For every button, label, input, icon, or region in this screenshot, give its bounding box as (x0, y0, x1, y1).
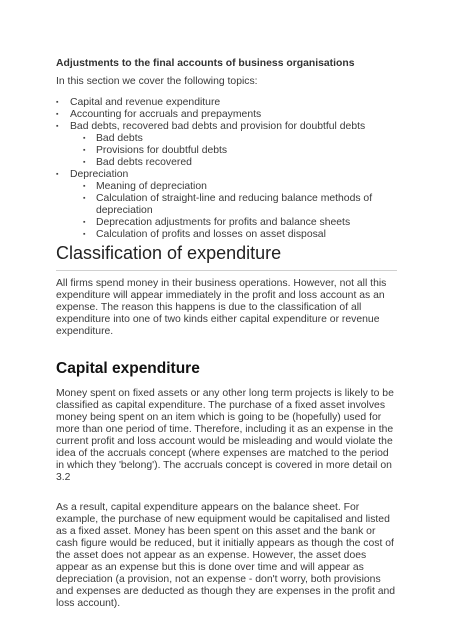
list-item: ▪ Bad debts recovered (83, 157, 397, 169)
list-item: ▪ Deprecation adjustments for profits and balance sheets (83, 217, 397, 229)
list-item: ▪ Depreciation ▪ Meaning of depreciation ▪ Calculation of straight-line and reducing balance methods of depreciation ▪ Deprecation adjustments for profits and balance sheets ▪ Calculation of profits and losses on asset disposal (56, 169, 397, 241)
intro-title: Adjustments to the final accounts of business organisations (56, 58, 355, 69)
list-item: ▪ Bad debts (83, 133, 397, 145)
section-title-classification: Classification of expenditure (56, 243, 397, 271)
sub-list (70, 181, 397, 241)
intro-text: In this section we cover the following topics: (56, 76, 258, 87)
list-item: ▪ Meaning of depreciation (83, 181, 397, 193)
list-item: ▪ Bad debts, recovered bad debts and provision for doubtful debts ▪ Bad debts ▪ Provisions for doubtful debts ▪ Bad debts recovered (56, 121, 397, 169)
section-title-capital: Capital expenditure (56, 360, 200, 377)
list-item: ▪ Capital and revenue expenditure (56, 97, 397, 109)
classification-paragraph: All firms spend money in their business operations. However, not all this expenditure will appear immediately in the profit and loss account as an expense. The reason this happens is due to the classification of all expenditure into one of two kinds either capital expenditure or revenue expenditure. (56, 278, 387, 337)
list-item: ▪ Calculation of straight-line and reducing balance methods of depreciation (83, 193, 397, 217)
list-item: ▪ Calculation of profits and losses on asset disposal (83, 229, 397, 241)
list-item: ▪ Provisions for doubtful debts (83, 145, 397, 157)
list-item: ▪ Accounting for accruals and prepayments (56, 109, 397, 121)
capital-paragraph-2: As a result, capital expenditure appears on the balance sheet. For example, the purchase of new equipment would be capitalised and listed as a fixed asset. Money has been spent on this asset and the bank or cash figure would be reduced, but it initially appears as though the cost of the asset does not appear as an expense. However, the asset does appear as an expense but this is done over time and will appear as depreciation (a provision, not an expense - don't worry, both provisions and expenses are deducted as though they are expenses in the profit and loss account). (56, 502, 396, 609)
sub-list (70, 133, 397, 169)
capital-paragraph-1: Money spent on fixed assets or any other long term projects is likely to be classified as capital expenditure. The purchase of a fixed asset involves money being spent on an item which is going to be (hopefully) used for more than one period of time. Therefore, including it as an expense in the current profit and loss account would be misleading and would violate the idea of the accruals concept (where expenses are matched to the period in which they 'belong'). The accruals concept is covered in more detail on 3.2 (56, 388, 394, 483)
topics-list (56, 97, 397, 241)
